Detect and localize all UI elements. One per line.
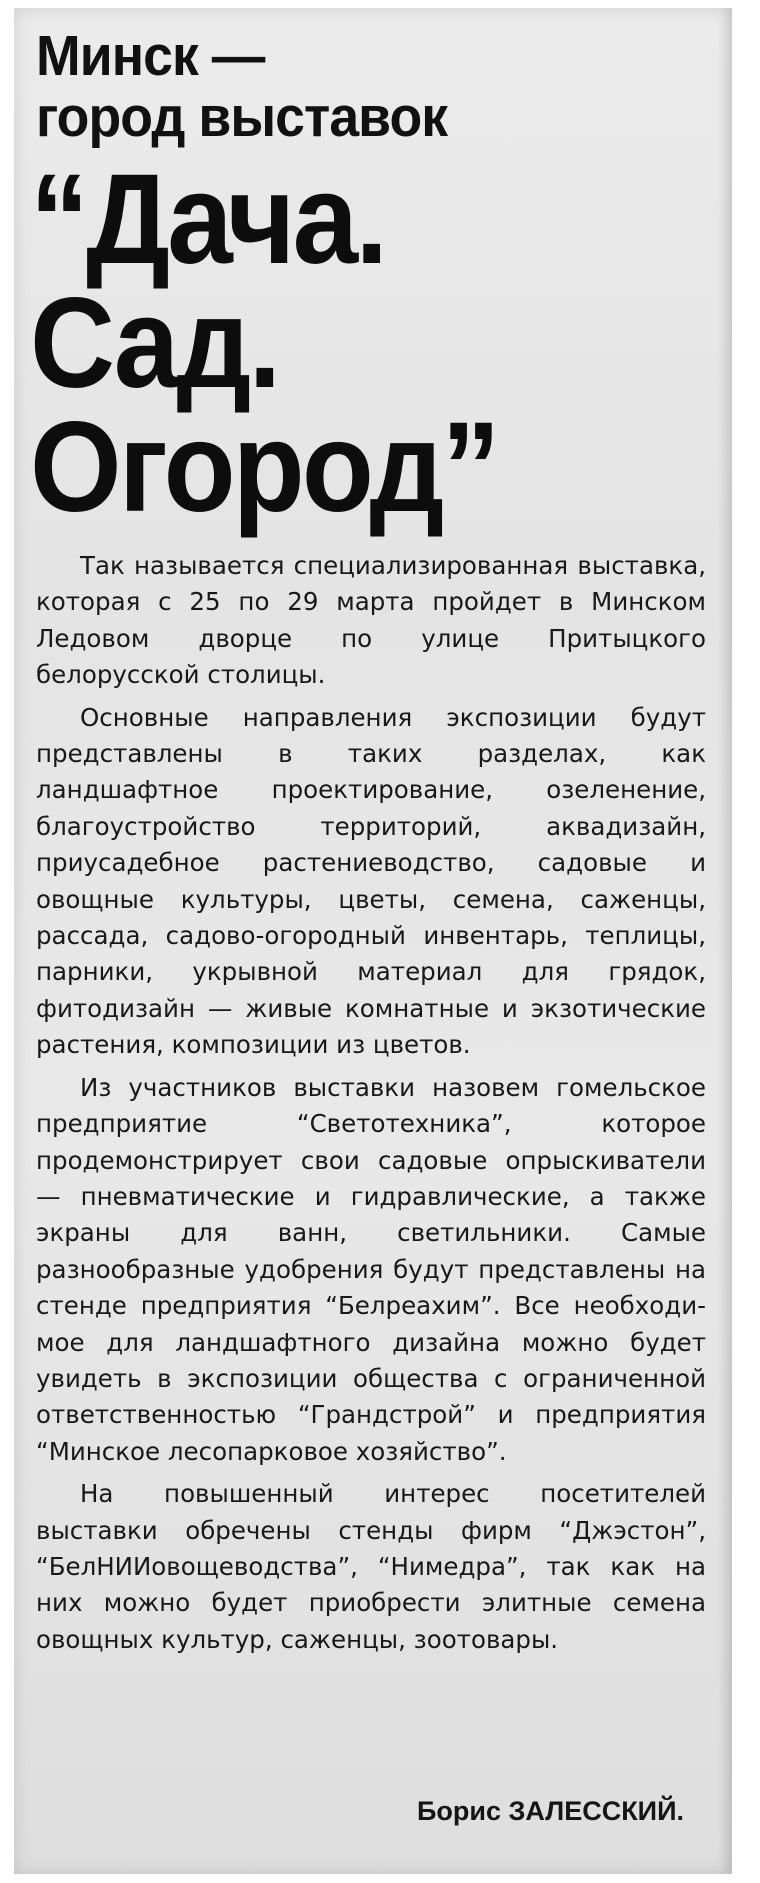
paragraph: Так называется специализированная выставка, которая с 25 по 29 марта пройдет в Минском Ледовом дворце по улице Притыцкого белорусской столицы. (36, 551, 706, 690)
paragraph: Из участников выставки назовем гомельское предприятие “Светотехника”, которое продемонстрирует свои садовые опрыскиватели — пневматические и гидравлические, а также экраны для ванн, светильники. Самые разнообразные удобрения будут представлены на стенде предприятия “Белреахим”. Все необходимое для ландшафтного дизайна можно будет увидеть в экспозиции общества с ограниченной ответственностью “Грандстрой” и предприятия “Минское лесопарковое хозяйство”. (36, 1072, 706, 1466)
rubric-line-1: Минск — (36, 24, 265, 88)
author-signature: Борис ЗАЛЕССКИЙ. (417, 1796, 684, 1826)
paragraph: Основные направления экспозиции будут представлены в таких разделах, как ландшафтное проектирование, озеленение, благоустройство территорий, аквадизайн, приусадебное растениеводство, садовые и овощные культуры, цветы, семена, саженцы, рассада, садово-огородный инвентарь, теплицы, парники, укрывной материал для грядок, фитодизайн — живые комнатные и экзотические растения, композиции из цветов. (36, 702, 706, 1060)
paragraph: На повышенный интерес посетителей выставки обречены стенды фирм “Джэстон”, “БелНИИовощеводства”, “Нимедра”, так как на них можно будет приобрести элитные семена овощных культур, саженцы, зоотовары. (36, 1479, 706, 1654)
title-line-1: “Дача. (30, 148, 386, 291)
newspaper-clipping (14, 8, 732, 1874)
article-body (36, 548, 706, 1664)
article-title (30, 148, 498, 539)
rubric-heading (36, 26, 447, 148)
rubric-line-2: город выставок (36, 85, 448, 149)
title-line-2: Сад. (30, 272, 279, 415)
title-line-3: Огород” (30, 396, 498, 539)
